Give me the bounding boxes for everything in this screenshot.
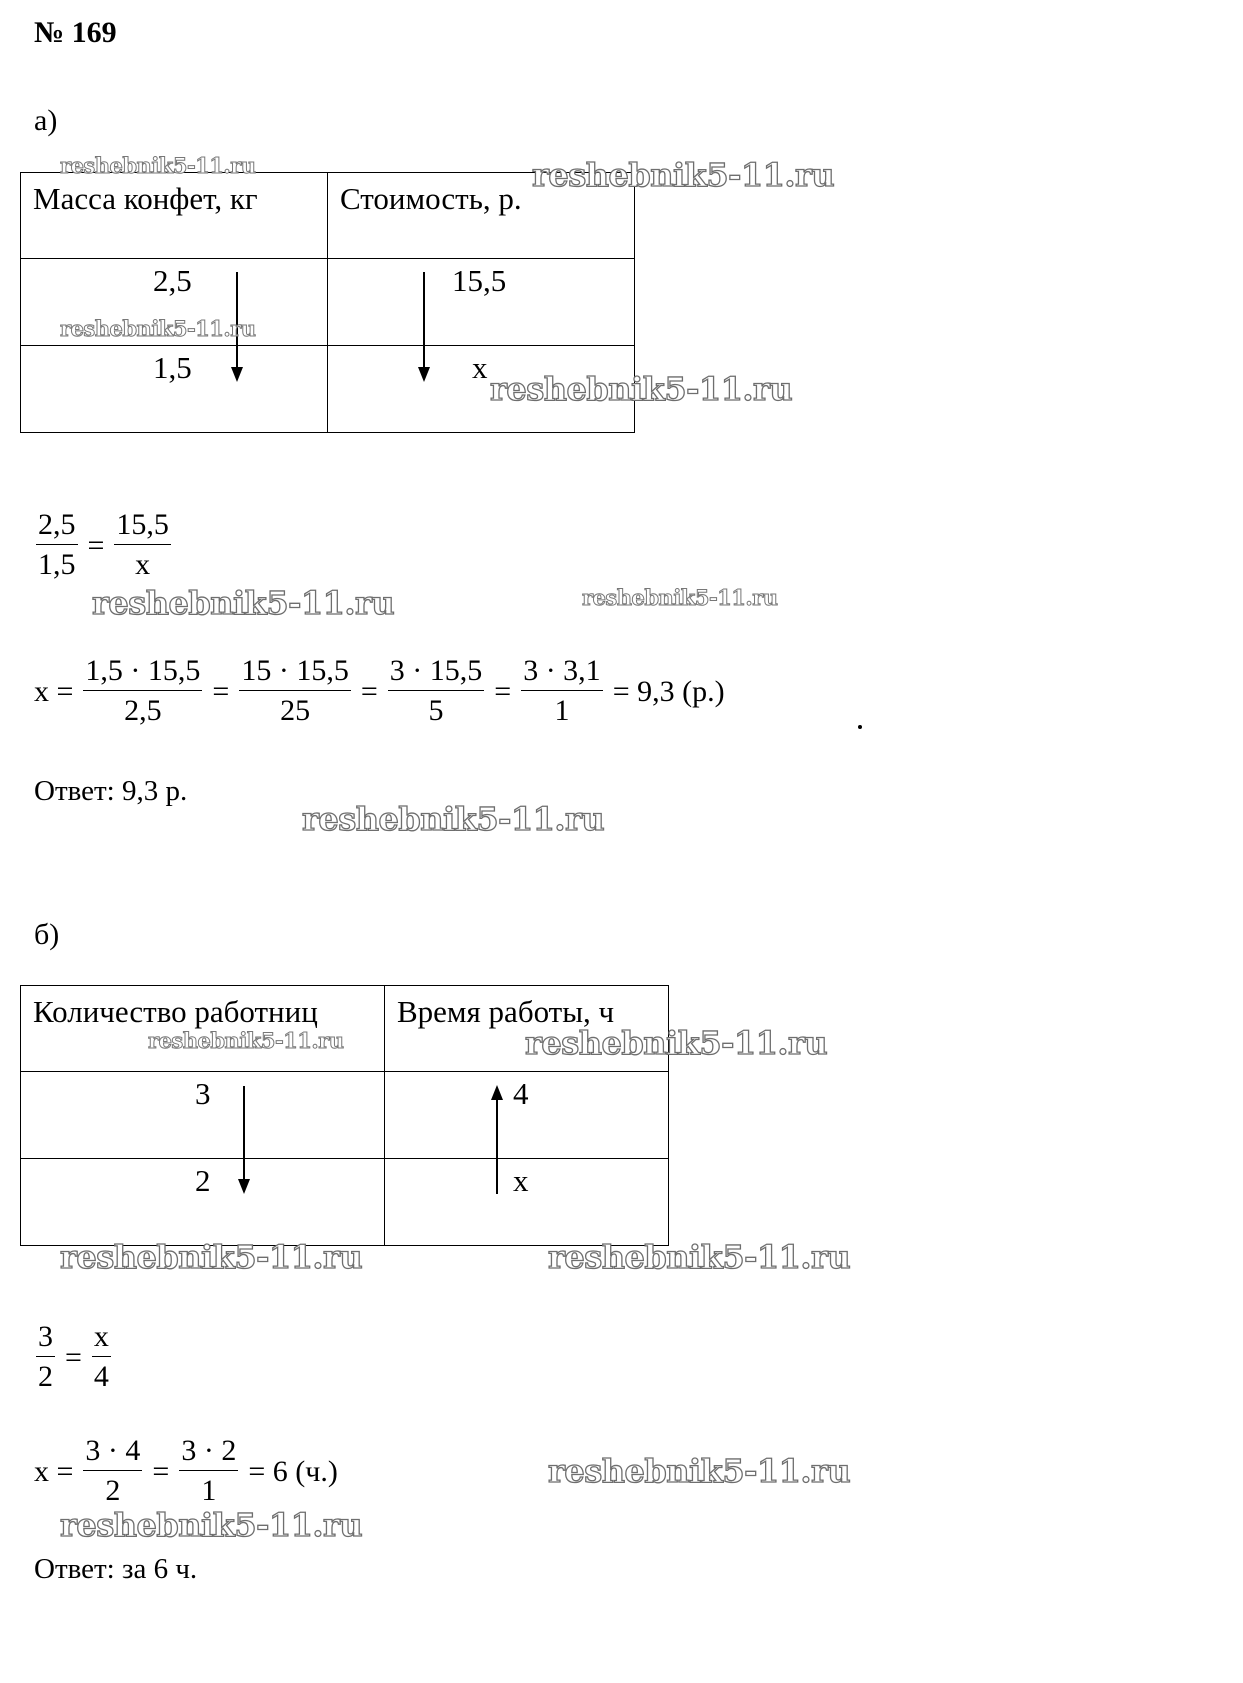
proportion-right-fraction: $\frac{15,5}{x}$ <box>116 508 169 581</box>
proportion-right-fraction: $\frac{x}{4}$ <box>93 1320 109 1393</box>
stray-dot <box>858 725 862 729</box>
watermark: reshebnik5-11.ru <box>60 153 256 178</box>
part-a-header-cost: Стоимость, р. <box>328 173 635 259</box>
part-a-label: а) <box>34 104 58 137</box>
solution-result: = 6 (ч.) <box>248 1454 338 1488</box>
solution-step-2: $\frac{3 \cdot 2}{1}$ <box>181 1434 237 1507</box>
arrow-up-time <box>491 1085 503 1194</box>
proportion-left-fraction: $\frac{2,5}{1,5}$ <box>38 508 76 581</box>
watermark: reshebnik5-11.ru <box>548 1238 851 1276</box>
part-a-cell-cost-2: x <box>328 346 635 433</box>
part-a-cell-cost-1: 15,5 <box>328 259 635 346</box>
arrow-down-workers <box>238 1086 250 1194</box>
watermark: reshebnik5-11.ru <box>92 584 395 622</box>
watermark: reshebnik5-11.ru <box>490 370 793 408</box>
part-a-solution: x = $\frac{1,5 \cdot 15,5}{2,5}$ = $\frac{15 \cdot 15,5}{25}$ = $\frac{3 \cdot 15,5}{5}$ = $\frac{3 \cdot 3,1}{1}$ = 9,3 (р.) <box>34 652 735 731</box>
part-b-cell-time-2: x <box>385 1159 669 1246</box>
watermark: reshebnik5-11.ru <box>302 800 605 838</box>
watermark: reshebnik5-11.ru <box>548 1452 851 1490</box>
solution-step-1: $\frac{3 \cdot 4}{2}$ <box>85 1434 141 1507</box>
watermark: reshebnik5-11.ru <box>148 1028 344 1053</box>
part-b-answer: Ответ: за 6 ч. <box>34 1553 198 1585</box>
part-a-header-mass: Масса конфет, кг <box>21 173 328 259</box>
part-b-cell-workers-1: 3 <box>21 1072 385 1159</box>
part-b-solution: x = $\frac{3 \cdot 4}{2}$ = $\frac{3 \cdot 2}{1}$ = 6 (ч.) <box>34 1432 348 1511</box>
arrow-down-cost <box>418 272 430 382</box>
watermark: reshebnik5-11.ru <box>582 585 778 610</box>
solution-step-3: $\frac{3 \cdot 15,5}{5}$ <box>389 654 483 727</box>
solution-step-1: $\frac{1,5 \cdot 15,5}{2,5}$ <box>85 654 201 727</box>
part-a-proportion: $\frac{2,5}{1,5}$ = $\frac{15,5}{x}$ <box>36 506 171 585</box>
solution-step-4: $\frac{3 \cdot 3,1}{1}$ <box>523 654 601 727</box>
part-a-answer: Ответ: 9,3 р. <box>34 775 188 807</box>
part-b-header-time: Время работы, ч <box>385 986 669 1072</box>
watermark: reshebnik5-11.ru <box>60 1506 363 1544</box>
part-b-proportion: $\frac{3}{2}$ = $\frac{x}{4}$ <box>36 1318 111 1397</box>
watermark: reshebnik5-11.ru <box>60 1238 363 1276</box>
part-b-cell-workers-2: 2 <box>21 1159 385 1246</box>
proportion-left-fraction: $\frac{3}{2}$ <box>38 1320 53 1393</box>
part-b-header-workers: Количество работниц <box>21 986 385 1072</box>
watermark: reshebnik5-11.ru <box>60 316 256 341</box>
watermark: reshebnik5-11.ru <box>525 1024 828 1062</box>
solution-step-2: $\frac{15 \cdot 15,5}{25}$ <box>241 654 349 727</box>
solution-result: = 9,3 (р.) <box>612 674 725 708</box>
part-b-label: б) <box>34 918 60 951</box>
problem-number: № 169 <box>34 16 117 49</box>
part-a-cell-mass-2: 1,5 <box>21 346 328 433</box>
part-a-cell-mass-1: 2,5 <box>21 259 328 346</box>
part-b-cell-time-1: 4 <box>385 1072 669 1159</box>
watermark: reshebnik5-11.ru <box>532 156 835 194</box>
